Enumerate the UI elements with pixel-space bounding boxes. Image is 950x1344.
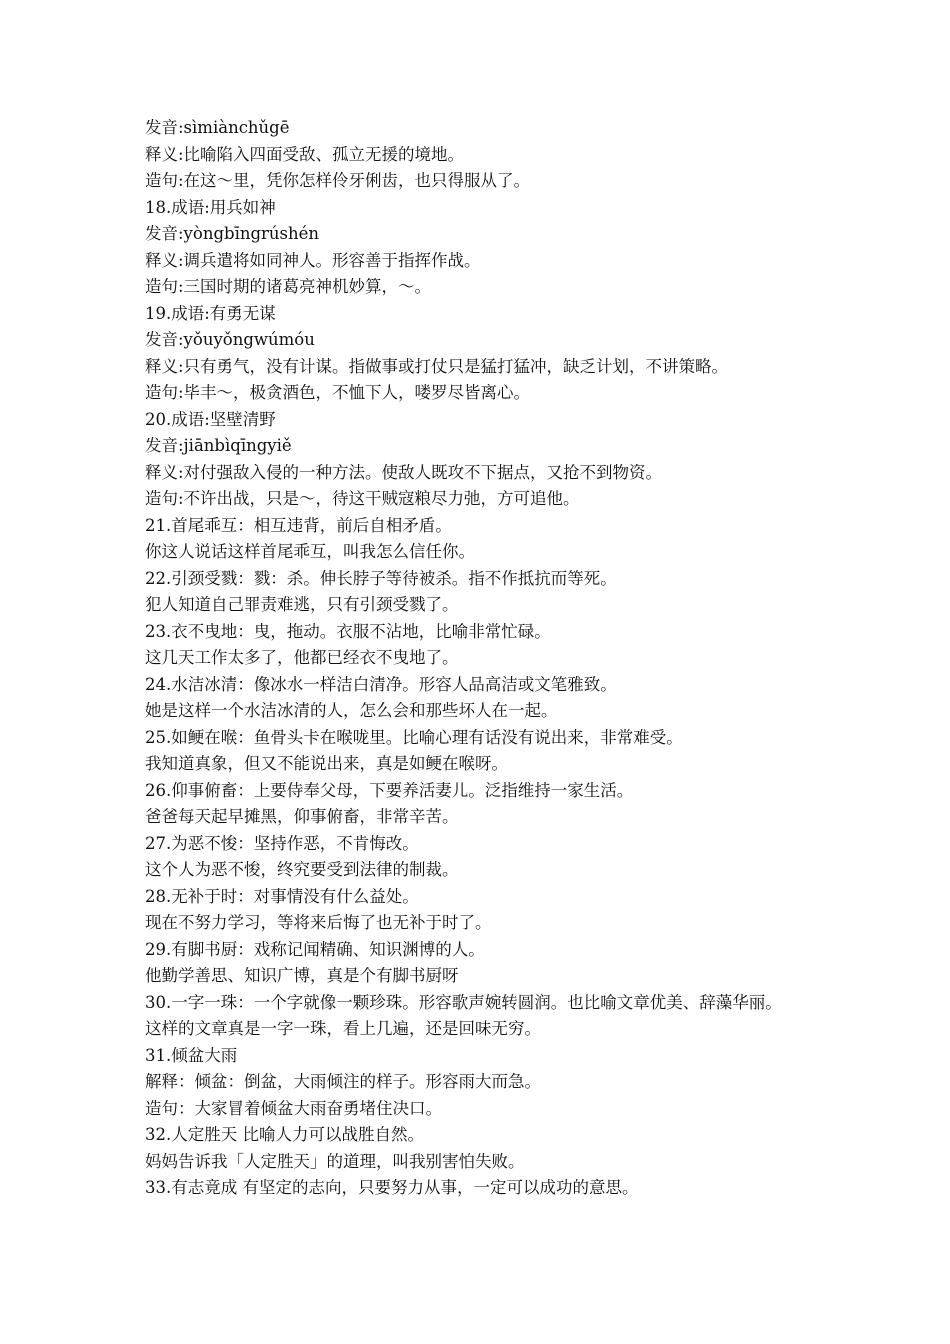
example-line: 现在不努力学习，等将来后悔了也无补于时了。 — [145, 913, 492, 932]
example-line: 犯人知道自己罪责难逃，只有引颈受戮了。 — [145, 595, 459, 614]
example-line: 造句:毕丰～，极贪酒色，不恤下人，喽罗尽皆离心。 — [145, 383, 531, 402]
idiom-entry: 24.水洁冰清：像冰水一样洁白清净。形容人品高洁或文笔雅致。 — [145, 674, 617, 694]
idiom-entry: 23.衣不曳地：曳，拖动。衣服不沾地，比喻非常忙碌。 — [145, 621, 551, 641]
example-line: 造句:在这～里，凭你怎样伶牙俐齿，也只得服从了。 — [145, 171, 531, 190]
example-line: 我知道真象，但又不能说出来，真是如鲠在喉呀。 — [145, 754, 508, 773]
idiom-entry: 32.人定胜天 比喻人力可以战胜自然。 — [145, 1125, 424, 1144]
example-line: 爸爸每天起早摊黑，仰事俯畜，非常辛苦。 — [145, 807, 459, 826]
idiom-entry: 28.无补于时：对事情没有什么益处。 — [145, 886, 419, 906]
pronunciation-line: 发音:jiānbìqīngyiě — [145, 436, 292, 455]
idiom-entry: 29.有脚书厨：戏称记闻精确、知识渊博的人。 — [145, 939, 485, 959]
example-line: 造句：大家冒着倾盆大雨奋勇堵住决口。 — [145, 1098, 442, 1118]
idiom-entry: 27.为恶不悛：坚持作恶，不肯悔改。 — [145, 833, 419, 853]
example-line: 造句:三国时期的诸葛亮神机妙算，～。 — [145, 277, 432, 296]
idiom-heading: 18.成语:用兵如神 — [145, 197, 276, 217]
idiom-entry: 33.有志竟成 有坚定的志向，只要努力从事，一定可以成功的意思。 — [145, 1178, 639, 1197]
example-line: 这几天工作太多了，他都已经衣不曳地了。 — [145, 648, 459, 667]
example-line: 妈妈告诉我「人定胜天」的道理，叫我别害怕失败。 — [145, 1151, 525, 1171]
definition-line: 释义:只有勇气，没有计谋。指做事或打仗只是猛打猛冲，缺乏计划，不讲策略。 — [145, 356, 729, 376]
definition-line: 释义:对付强敌入侵的一种方法。使敌人既攻不下据点，又抢不到物资。 — [145, 462, 663, 482]
definition-line: 释义:调兵遣将如同神人。形容善于指挥作战。 — [145, 250, 481, 270]
example-line: 这样的文章真是一字一珠，看上几遍，还是回味无穷。 — [145, 1019, 541, 1038]
example-line: 她是这样一个水洁冰清的人，怎么会和那些坏人在一起。 — [145, 701, 558, 720]
idiom-entry: 25.如鲠在喉：鱼骨头卡在喉咙里。比喻心理有话没有说出来，非常难受。 — [145, 727, 683, 747]
pronunciation-line: 发音:yǒuyǒngwúmóu — [145, 330, 315, 349]
idiom-entry: 26.仰事俯畜：上要侍奉父母，下要养活妻儿。泛指维持一家生活。 — [145, 780, 634, 800]
pronunciation-line: 发音:yòngbīngrúshén — [145, 224, 320, 243]
example-line: 这个人为恶不悛，终究要受到法律的制裁。 — [145, 860, 459, 879]
definition-line: 释义:比喻陷入四面受敌、孤立无援的境地。 — [145, 144, 465, 164]
example-line: 他勤学善思、知识广博，真是个有脚书厨呀 — [145, 966, 459, 985]
idiom-heading: 20.成语:坚壁清野 — [145, 409, 276, 429]
idiom-entry: 21.首尾乖互：相互违背，前后自相矛盾。 — [145, 515, 452, 535]
explanation-line: 解释：倾盆：倒盆，大雨倾注的样子。形容雨大而急。 — [145, 1072, 541, 1091]
example-line: 你这人说话这样首尾乖互，叫我怎么信任你。 — [145, 542, 475, 561]
idiom-heading: 19.成语:有勇无谋 — [145, 303, 276, 323]
idiom-entry: 22.引颈受戮：戮：杀。伸长脖子等待被杀。指不作抵抗而等死。 — [145, 568, 617, 588]
document-body — [145, 115, 815, 1202]
idiom-heading: 31.倾盆大雨 — [145, 1045, 238, 1065]
example-line: 造句:不许出战，只是～，待这干贼寇粮尽力弛，方可追他。 — [145, 489, 580, 508]
idiom-entry: 30.一字一珠：一个字就像一颗珍珠。形容歌声婉转圆润。也比喻文章优美、辞藻华丽。 — [145, 992, 782, 1012]
pronunciation-line: 发音:sìmiànchǔgē — [145, 118, 290, 137]
